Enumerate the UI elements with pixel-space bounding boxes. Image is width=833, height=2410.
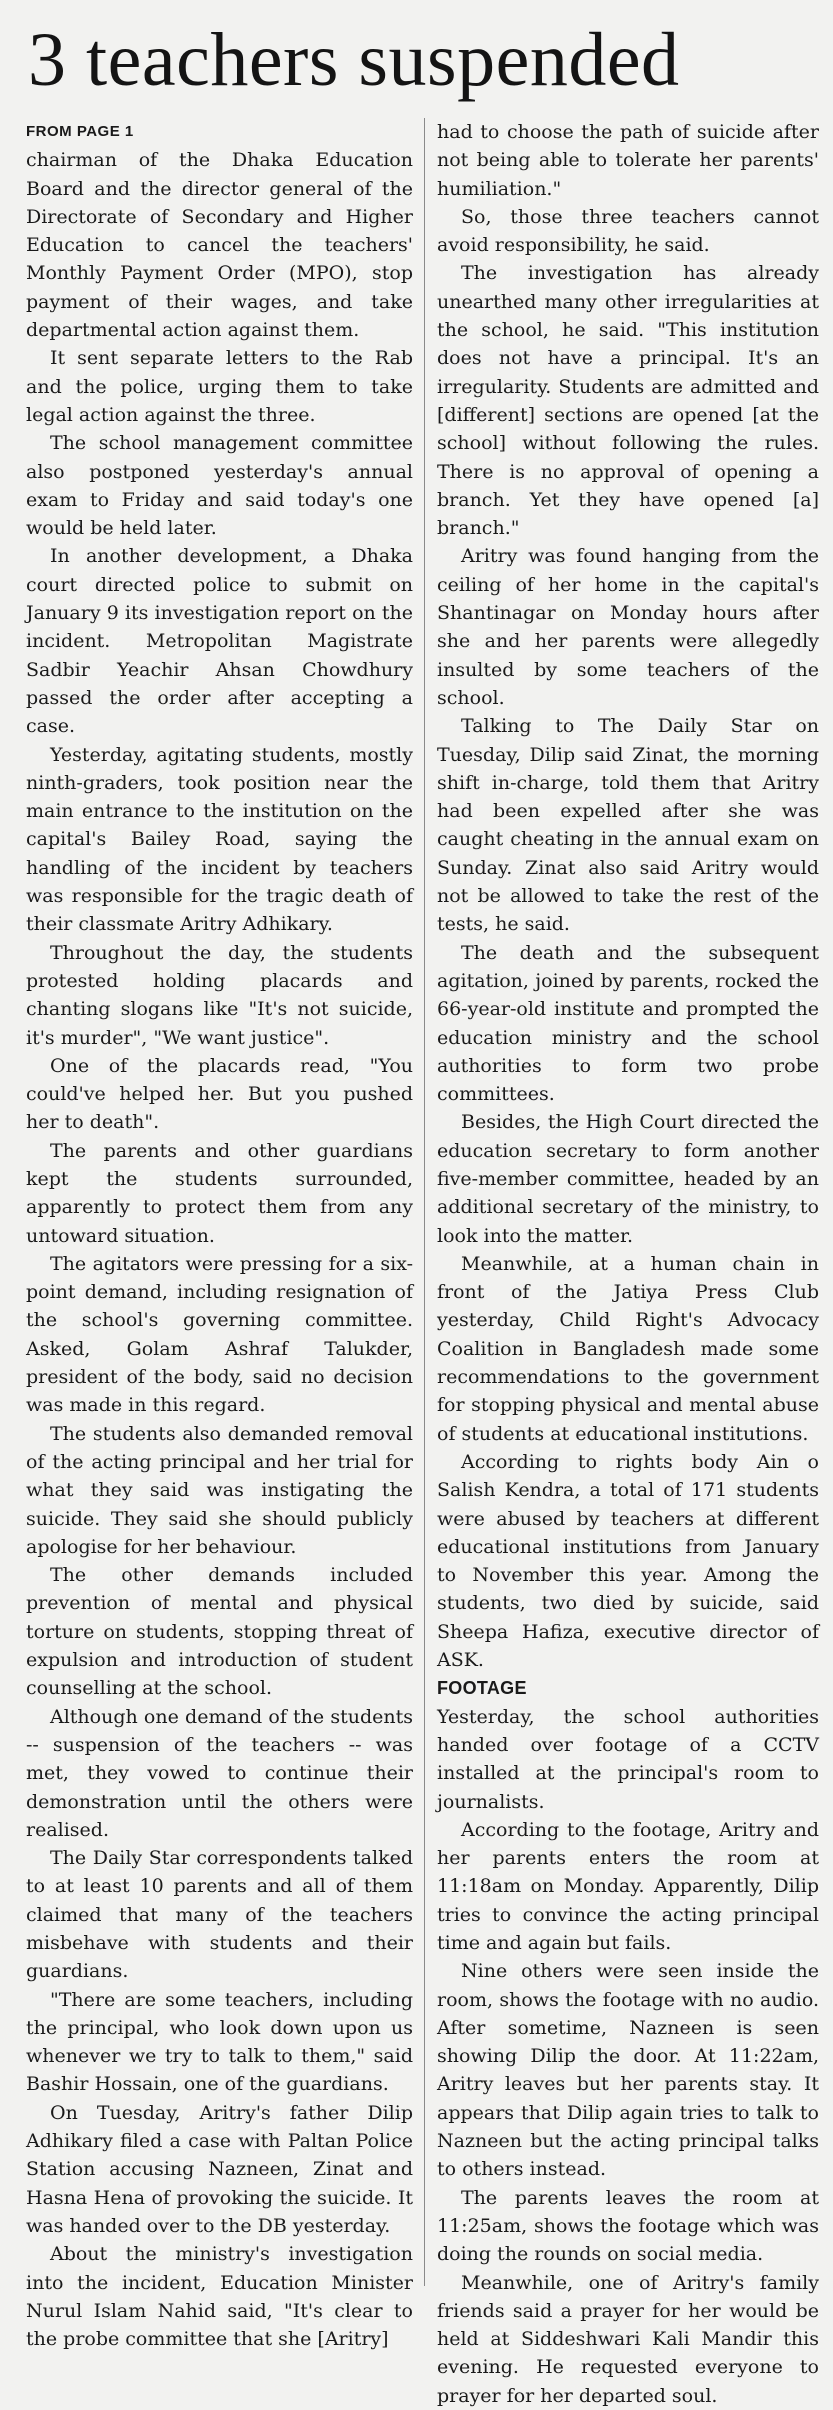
body-paragraph: The agitators were pressing for a six-point demand, including resignation of the school's governing committee. Asked, Golam Ashraf Talukder, president of the body, said no decision was made in this regard. xyxy=(26,1252,413,1417)
body-paragraph: The students also demanded removal of the acting principal and her trial for what they said was instigating the suicide. They said she should publicly apologise for her behaviour. xyxy=(26,1422,413,1558)
body-paragraph: According to rights body Ain o Salish Kendra, a total of 171 students were abused by teachers at different educational institutions from January to November this year. Among the students, two died by suicide, said Sheepa Hafiza, executive director of ASK. xyxy=(437,1450,819,1672)
right-column xyxy=(437,118,819,2407)
body-paragraph: Aritry was found hanging from the ceiling of her home in the capital's Shantinagar on Monday hours after she and her parents were allegedly insulted by some teachers of the school. xyxy=(437,545,819,709)
body-paragraph: The school management committee also postponed yesterday's annual exam to Friday and said today's one would be held later. xyxy=(26,432,413,540)
body-paragraph: About the ministry's investigation into the incident, Education Minister Nurul Islam Nahid said, "It's clear to the probe committee that she [Aritry] xyxy=(26,2243,413,2351)
body-paragraph: It sent separate letters to the Rab and the police, urging them to take legal action against the three. xyxy=(26,347,413,426)
body-paragraph: The investigation has already unearthed many other irregularities at the school, he said. "This institution does not have a principal. It's an irregularity. Students are admitted and [different] sections are opened [at the school] without following the rules. There is no approval of opening a branch. Yet they have opened [a] branch." xyxy=(437,262,819,540)
body-paragraph: Meanwhile, one of Aritry's family friends said a prayer for her would be held at Siddeshwari Kali Mandir this evening. He requested everyone to prayer for her departed soul. xyxy=(437,2271,819,2407)
column-divider xyxy=(424,118,425,2286)
body-paragraph: The parents and other guardians kept the students surrounded, apparently to protect them from any untoward situation. xyxy=(26,1139,413,1247)
body-paragraph: The other demands included prevention of mental and physical torture on students, stopping threat of expulsion and introduction of student counselling at the school. xyxy=(26,1564,413,1700)
left-column xyxy=(26,118,413,2351)
body-paragraph: On Tuesday, Aritry's father Dilip Adhikary filed a case with Paltan Police Station accusing Nazneen, Zinat and Hasna Hena of provoking the suicide. It was handed over to the DB yesterday. xyxy=(26,2101,413,2237)
body-paragraph: Besides, the High Court directed the education secretary to form another five-member committee, headed by an additional secretary of the ministry, to look into the matter. xyxy=(437,1111,819,1247)
body-paragraph: So, those three teachers cannot avoid responsibility, he said. xyxy=(437,205,819,257)
section-subhead: FOOTAGE xyxy=(437,1678,527,1699)
body-paragraph: In another development, a Dhaka court directed police to submit on January 9 its investigation report on the incident. Metropolitan Magistrate Sadbir Yeachir Ahsan Chowdhury passed the order after accepting a case. xyxy=(26,545,413,738)
body-paragraph: The Daily Star correspondents talked to at least 10 parents and all of them claimed that many of the teachers misbehave with students and their guardians. xyxy=(26,1847,413,1983)
headline: 3 teachers suspended xyxy=(28,18,680,102)
body-paragraph: Nine others were seen inside the room, shows the footage with no audio. After sometime, Nazneen is seen showing Dilip the door. At 11:22am, Aritry leaves but her parents stay. It appears that Dilip again tries to talk to Nazneen but the acting principal talks to others instead. xyxy=(437,1960,819,2181)
body-paragraph: Yesterday, agitating students, mostly ninth-graders, took position near the main entrance to the institution on the capital's Bailey Road, saying the handling of the incident by teachers was responsible for the tragic death of their classmate Aritry Adhikary. xyxy=(26,743,413,936)
body-paragraph: Yesterday, the school authorities handed over footage of a CCTV installed at the principal's room to journalists. xyxy=(437,1705,819,1813)
body-paragraph: Meanwhile, at a human chain in front of the Jatiya Press Club yesterday, Child Right's Advocacy Coalition in Bangladesh made some recommendations to the government for stopping physical and mental abuse of students at educational institutions. xyxy=(437,1252,819,1445)
body-paragraph: Throughout the day, the students protested holding placards and chanting slogans like "It's not suicide, it's murder", "We want justice". xyxy=(26,941,413,1049)
body-paragraph: One of the placards read, "You could've helped her. But you pushed her to death". xyxy=(26,1054,413,1134)
body-paragraph: The parents leaves the room at 11:25am, shows the footage which was doing the rounds on social media. xyxy=(437,2186,819,2266)
kicker: FROM PAGE 1 xyxy=(26,123,134,140)
body-paragraph: Although one demand of the students -- suspension of the teachers -- was met, they vowed to continue their demonstration until the others were realised. xyxy=(26,1705,413,1841)
body-paragraph: The death and the subsequent agitation, joined by parents, rocked the 66-year-old institute and prompted the education ministry and the school authorities to form two probe committees. xyxy=(437,941,819,1106)
body-paragraph: According to the footage, Aritry and her parents enters the room at 11:18am on Monday. Apparently, Dilip tries to convince the acting principal time and again but fails. xyxy=(437,1818,819,1954)
body-paragraph: chairman of the Dhaka Education Board and the director general of the Directorate of Secondary and Higher Education to cancel the teachers' Monthly Payment Order (MPO), stop payment of their wages, and take departmental action against them. xyxy=(26,149,413,342)
body-paragraph: "There are some teachers, including the principal, who look down upon us whenever we try to talk to them," said Bashir Hossain, one of the guardians. xyxy=(26,1988,413,2096)
continued-paragraph: had to choose the path of suicide after not being able to tolerate her parents' humiliation." xyxy=(437,121,819,200)
body-paragraph: Talking to The Daily Star on Tuesday, Dilip said Zinat, the morning shift in-charge, told them that Aritry had been expelled after she was caught cheating in the annual exam on Sunday. Zinat also said Aritry would not be allowed to take the rest of the tests, he said. xyxy=(437,715,819,936)
